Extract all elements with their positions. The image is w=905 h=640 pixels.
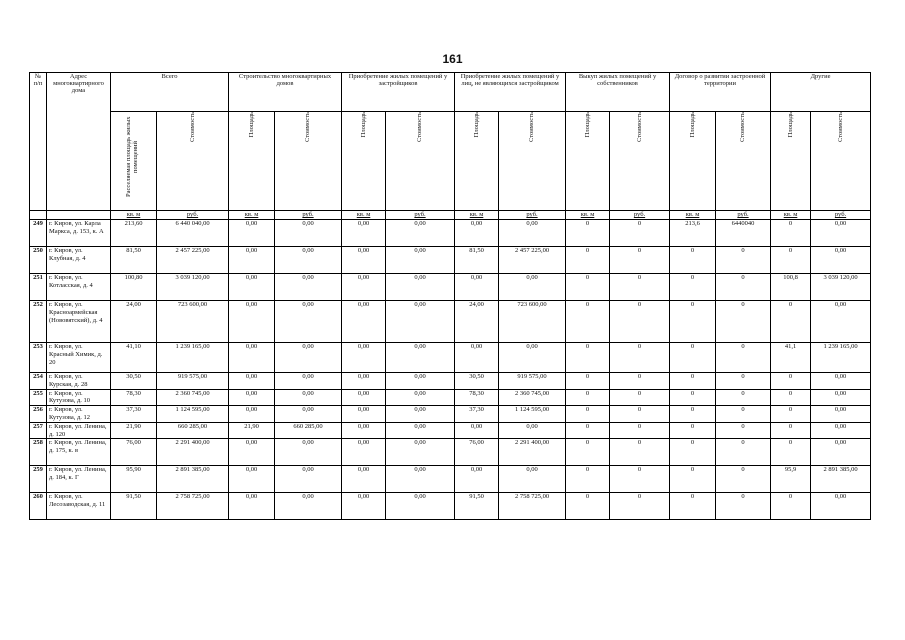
row-number: 249	[30, 220, 47, 247]
table-cell: 30,50	[455, 373, 499, 390]
subheader-cost: Стоимость	[275, 112, 342, 211]
row-number: 250	[30, 247, 47, 274]
header-acquisition-builders: Приобретение жилых помещений у застройщиков	[342, 73, 455, 112]
table-row	[30, 373, 871, 390]
table-cell: 95,9	[771, 466, 811, 493]
table-cell: 0	[670, 274, 716, 301]
table-cell: 0	[771, 493, 811, 520]
subheader-cost: Стоимость	[811, 112, 871, 211]
table-cell: 0,00	[811, 389, 871, 406]
table-cell: 660 285,00	[157, 422, 229, 439]
table-cell: 0	[716, 274, 771, 301]
table-cell: 0	[771, 406, 811, 423]
table-cell: 0	[771, 220, 811, 247]
table-cell: 1 124 595,00	[499, 406, 566, 423]
table-cell: 660 285,00	[275, 422, 342, 439]
table-cell: 95,90	[111, 466, 157, 493]
table-cell: 37,30	[111, 406, 157, 423]
table-cell: 0,00	[275, 389, 342, 406]
table-cell: 0,00	[275, 247, 342, 274]
table-cell: 919 575,00	[499, 373, 566, 390]
table-cell: 0	[566, 422, 610, 439]
unit-sqm: кв. м	[229, 211, 275, 220]
table-row	[30, 422, 871, 439]
row-address: г. Киров, ул. Лесозаводская, д. 11	[47, 493, 111, 520]
table-cell: 0,00	[229, 493, 275, 520]
header-address: Адрес многоквартирного дома	[47, 73, 111, 211]
table-cell: 41,10	[111, 343, 157, 373]
table-cell: 0	[716, 247, 771, 274]
table-cell: 0	[670, 466, 716, 493]
table-cell: 2 457 225,00	[157, 247, 229, 274]
table-cell: 0,00	[229, 466, 275, 493]
table-cell: 100,80	[111, 274, 157, 301]
table-cell: 723 600,00	[499, 301, 566, 343]
subheader-area: Площадь	[455, 112, 499, 211]
table-cell: 0	[610, 493, 670, 520]
row-number: 252	[30, 301, 47, 343]
table-cell: 2 291 400,00	[157, 439, 229, 466]
table-cell: 0,00	[229, 274, 275, 301]
table-cell: 0	[670, 343, 716, 373]
table-cell: 1 239 165,00	[157, 343, 229, 373]
table-cell: 0,00	[386, 301, 455, 343]
table-cell: 0,00	[342, 247, 386, 274]
table-cell: 0	[610, 466, 670, 493]
table-cell: 0	[610, 274, 670, 301]
table-cell: 81,50	[111, 247, 157, 274]
table-cell: 21,90	[111, 422, 157, 439]
table-cell: 3 039 120,00	[157, 274, 229, 301]
table-cell: 0	[566, 466, 610, 493]
table-cell: 0,00	[342, 389, 386, 406]
table-row	[30, 220, 871, 247]
table-cell: 0,00	[386, 373, 455, 390]
table-cell: 0,00	[455, 274, 499, 301]
table-cell: 0	[610, 343, 670, 373]
table-cell: 0,00	[342, 439, 386, 466]
table-cell: 0	[771, 373, 811, 390]
table-cell: 0,00	[499, 466, 566, 493]
table-cell: 2 360 745,00	[157, 389, 229, 406]
table-cell: 0	[771, 389, 811, 406]
table-cell: 0,00	[275, 439, 342, 466]
table-cell: 0,00	[811, 373, 871, 390]
table-cell: 24,00	[455, 301, 499, 343]
table-cell: 0,00	[811, 247, 871, 274]
table-cell: 0	[771, 422, 811, 439]
table-cell: 0	[566, 406, 610, 423]
table-cell: 0	[716, 466, 771, 493]
table-cell: 81,50	[455, 247, 499, 274]
table-cell: 213,6	[670, 220, 716, 247]
table-cell: 37,30	[455, 406, 499, 423]
table-cell: 0,00	[275, 274, 342, 301]
row-address: г. Киров, ул. Кутузова, д. 12	[47, 406, 111, 423]
table-cell: 2 457 225,00	[499, 247, 566, 274]
table-cell: 0,00	[229, 439, 275, 466]
unit-sqm: кв. м	[566, 211, 610, 220]
subheader-cost: Стоимость	[716, 112, 771, 211]
subheader-area: Площадь	[229, 112, 275, 211]
subheader-cost: Стоимость	[499, 112, 566, 211]
table-cell: 30,50	[111, 373, 157, 390]
unit-rub: руб.	[610, 211, 670, 220]
row-number: 260	[30, 493, 47, 520]
table-cell: 0	[670, 301, 716, 343]
table-cell: 0	[670, 406, 716, 423]
table-cell: 0	[610, 301, 670, 343]
row-number: 257	[30, 422, 47, 439]
table-cell: 0,00	[342, 343, 386, 373]
table-cell: 41,1	[771, 343, 811, 373]
table-cell: 0,00	[499, 422, 566, 439]
unit-rub: руб.	[157, 211, 229, 220]
unit-rub: руб.	[716, 211, 771, 220]
table-cell: 0	[771, 301, 811, 343]
table-cell: 0,00	[811, 439, 871, 466]
row-address: г. Киров, ул. Красноармейская (Нововятский), д. 4	[47, 301, 111, 343]
table-cell: 0,00	[811, 406, 871, 423]
table-cell: 91,50	[455, 493, 499, 520]
table-cell: 0	[771, 439, 811, 466]
table-cell: 723 600,00	[157, 301, 229, 343]
table-cell: 0	[566, 493, 610, 520]
table-cell: 0,00	[386, 274, 455, 301]
table-cell: 0,00	[386, 466, 455, 493]
table-cell: 0	[566, 439, 610, 466]
subheader-cost: Стоимость	[386, 112, 455, 211]
table-cell: 2 891 385,00	[811, 466, 871, 493]
table-cell: 76,00	[111, 439, 157, 466]
table-cell: 0	[716, 439, 771, 466]
table-cell: 0	[610, 220, 670, 247]
row-address: г. Киров, ул. Клубная, д. 4	[47, 247, 111, 274]
table-row	[30, 301, 871, 343]
table-cell: 0,00	[229, 220, 275, 247]
page-number: 161	[442, 52, 463, 66]
table-cell: 0,00	[499, 274, 566, 301]
table-cell: 0,00	[275, 220, 342, 247]
table-cell: 6440040	[716, 220, 771, 247]
table-cell: 2 360 745,00	[499, 389, 566, 406]
row-number: 253	[30, 343, 47, 373]
table-cell: 0	[670, 493, 716, 520]
table-cell: 100,8	[771, 274, 811, 301]
row-number: 251	[30, 274, 47, 301]
row-address: г. Киров, ул. Красный Химик, д. 20	[47, 343, 111, 373]
subheader-area: Площадь	[771, 112, 811, 211]
unit-sqm: кв. м	[342, 211, 386, 220]
resettlement-table	[29, 72, 871, 520]
table-row	[30, 343, 871, 373]
table-cell: 0,00	[275, 406, 342, 423]
header-no: № п/п	[30, 73, 47, 211]
table-cell: 0	[716, 389, 771, 406]
table-cell: 0	[670, 439, 716, 466]
row-address: г. Киров, ул. Котласская, д. 4	[47, 274, 111, 301]
table-cell: 0	[670, 422, 716, 439]
subheader-resettled-area: Расселяемая площадь жилых помещений	[111, 112, 157, 211]
header-other: Другие	[771, 73, 871, 112]
subheader-area: Площадь	[566, 112, 610, 211]
row-address: г. Киров, ул. Курская, д. 28	[47, 373, 111, 390]
row-address: г. Киров, ул. Кутузова, д. 10	[47, 389, 111, 406]
table-cell: 91,50	[111, 493, 157, 520]
table-cell: 0,00	[811, 220, 871, 247]
unit-rub: руб.	[811, 211, 871, 220]
table-cell: 1 239 165,00	[811, 343, 871, 373]
header-construction: Строительство многоквартирных домов	[229, 73, 342, 112]
row-address: г. Киров, ул. Ленина, д. 120	[47, 422, 111, 439]
table-cell: 0,00	[275, 373, 342, 390]
table-cell: 78,30	[455, 389, 499, 406]
table-row	[30, 406, 871, 423]
unit-sqm: кв. м	[771, 211, 811, 220]
table-row	[30, 389, 871, 406]
table-cell: 0	[716, 422, 771, 439]
table-cell: 2 291 400,00	[499, 439, 566, 466]
table-cell: 0	[716, 301, 771, 343]
table-cell: 0	[610, 373, 670, 390]
row-number: 258	[30, 439, 47, 466]
header-total: Всего	[111, 73, 229, 112]
subheader-cost: Стоимость	[157, 112, 229, 211]
table-cell: 0,00	[229, 247, 275, 274]
unit-sqm: кв. м	[670, 211, 716, 220]
table-cell: 0,00	[386, 220, 455, 247]
table-cell: 0,00	[499, 343, 566, 373]
table-cell: 213,60	[111, 220, 157, 247]
table-cell: 0,00	[499, 220, 566, 247]
row-number: 256	[30, 406, 47, 423]
header-development-contract: Договор о развитии застроенной территории	[670, 73, 771, 112]
table-cell: 3 039 120,00	[811, 274, 871, 301]
table-cell: 0,00	[229, 406, 275, 423]
table-cell: 0	[610, 439, 670, 466]
table-cell: 76,00	[455, 439, 499, 466]
row-address: г. Киров, ул. Ленина, д. 184, к. Г	[47, 466, 111, 493]
table-cell: 0,00	[386, 406, 455, 423]
table-cell: 0	[670, 247, 716, 274]
table-cell: 0,00	[342, 406, 386, 423]
row-address: г. Киров, ул. Ленина, д. 175, к. в	[47, 439, 111, 466]
table-body	[30, 220, 871, 520]
unit-rub: руб.	[386, 211, 455, 220]
table-cell: 0,00	[229, 301, 275, 343]
unit-rub: руб.	[499, 211, 566, 220]
table-cell: 0,00	[342, 466, 386, 493]
table-cell: 0,00	[386, 343, 455, 373]
table-cell: 0	[610, 389, 670, 406]
row-number: 254	[30, 373, 47, 390]
unit-sqm: кв. м	[111, 211, 157, 220]
table-cell: 21,90	[229, 422, 275, 439]
table-cell: 0,00	[386, 493, 455, 520]
table-cell: 0	[670, 389, 716, 406]
table-cell: 0	[566, 373, 610, 390]
table-row	[30, 466, 871, 493]
table-cell: 0,00	[386, 422, 455, 439]
table-cell: 0,00	[342, 422, 386, 439]
table-cell: 1 124 595,00	[157, 406, 229, 423]
table-cell: 0	[610, 422, 670, 439]
table-cell: 0,00	[275, 493, 342, 520]
table-cell: 0,00	[275, 343, 342, 373]
unit-blank	[30, 211, 47, 220]
table-cell: 0	[670, 373, 716, 390]
table-cell: 0,00	[811, 301, 871, 343]
table-cell: 0,00	[229, 343, 275, 373]
table-cell: 0,00	[342, 274, 386, 301]
table-cell: 0,00	[275, 301, 342, 343]
table-cell: 0,00	[455, 220, 499, 247]
table-cell: 0,00	[386, 389, 455, 406]
table-cell: 0,00	[342, 373, 386, 390]
table-cell: 2 891 385,00	[157, 466, 229, 493]
table-cell: 0	[566, 220, 610, 247]
table-cell: 0,00	[229, 389, 275, 406]
subheader-area: Площадь	[342, 112, 386, 211]
table-cell: 0	[716, 406, 771, 423]
table-cell: 0	[771, 247, 811, 274]
table-cell: 0,00	[811, 422, 871, 439]
table-cell: 0,00	[342, 220, 386, 247]
table-cell: 0	[716, 373, 771, 390]
table-cell: 2 758 725,00	[157, 493, 229, 520]
header-acquisition-non-builders: Приобретение жилых помещений у лиц, не являющихся застройщиком	[455, 73, 566, 112]
table-cell: 0	[566, 343, 610, 373]
header-buyout: Выкуп жилых помещений у собственников	[566, 73, 670, 112]
row-address: г. Киров, ул. Карла Маркса, д. 153, к. А	[47, 220, 111, 247]
table-cell: 0,00	[386, 247, 455, 274]
table-cell: 0	[566, 301, 610, 343]
table-cell: 0	[566, 274, 610, 301]
table-row	[30, 247, 871, 274]
table-cell: 919 575,00	[157, 373, 229, 390]
unit-sqm: кв. м	[455, 211, 499, 220]
table-row	[30, 274, 871, 301]
table-row	[30, 493, 871, 520]
table-cell: 0,00	[455, 422, 499, 439]
table-cell: 2 758 725,00	[499, 493, 566, 520]
table-cell: 0,00	[386, 439, 455, 466]
table-cell: 0,00	[455, 343, 499, 373]
table-cell: 0	[566, 247, 610, 274]
row-number: 255	[30, 389, 47, 406]
subheader-area: Площадь	[670, 112, 716, 211]
table-cell: 0,00	[275, 466, 342, 493]
table-cell: 0,00	[811, 493, 871, 520]
unit-rub: руб.	[275, 211, 342, 220]
table-cell: 6 440 040,00	[157, 220, 229, 247]
table-cell: 0	[716, 343, 771, 373]
table-row	[30, 439, 871, 466]
table-cell: 0,00	[229, 373, 275, 390]
table-cell: 0,00	[455, 466, 499, 493]
row-number: 259	[30, 466, 47, 493]
table-cell: 0	[566, 389, 610, 406]
table-cell: 0,00	[342, 493, 386, 520]
unit-blank	[47, 211, 111, 220]
subheader-cost: Стоимость	[610, 112, 670, 211]
table-cell: 0	[716, 493, 771, 520]
table-cell: 0	[610, 247, 670, 274]
table-cell: 78,30	[111, 389, 157, 406]
table-cell: 0,00	[342, 301, 386, 343]
table-cell: 24,00	[111, 301, 157, 343]
table-cell: 0	[610, 406, 670, 423]
